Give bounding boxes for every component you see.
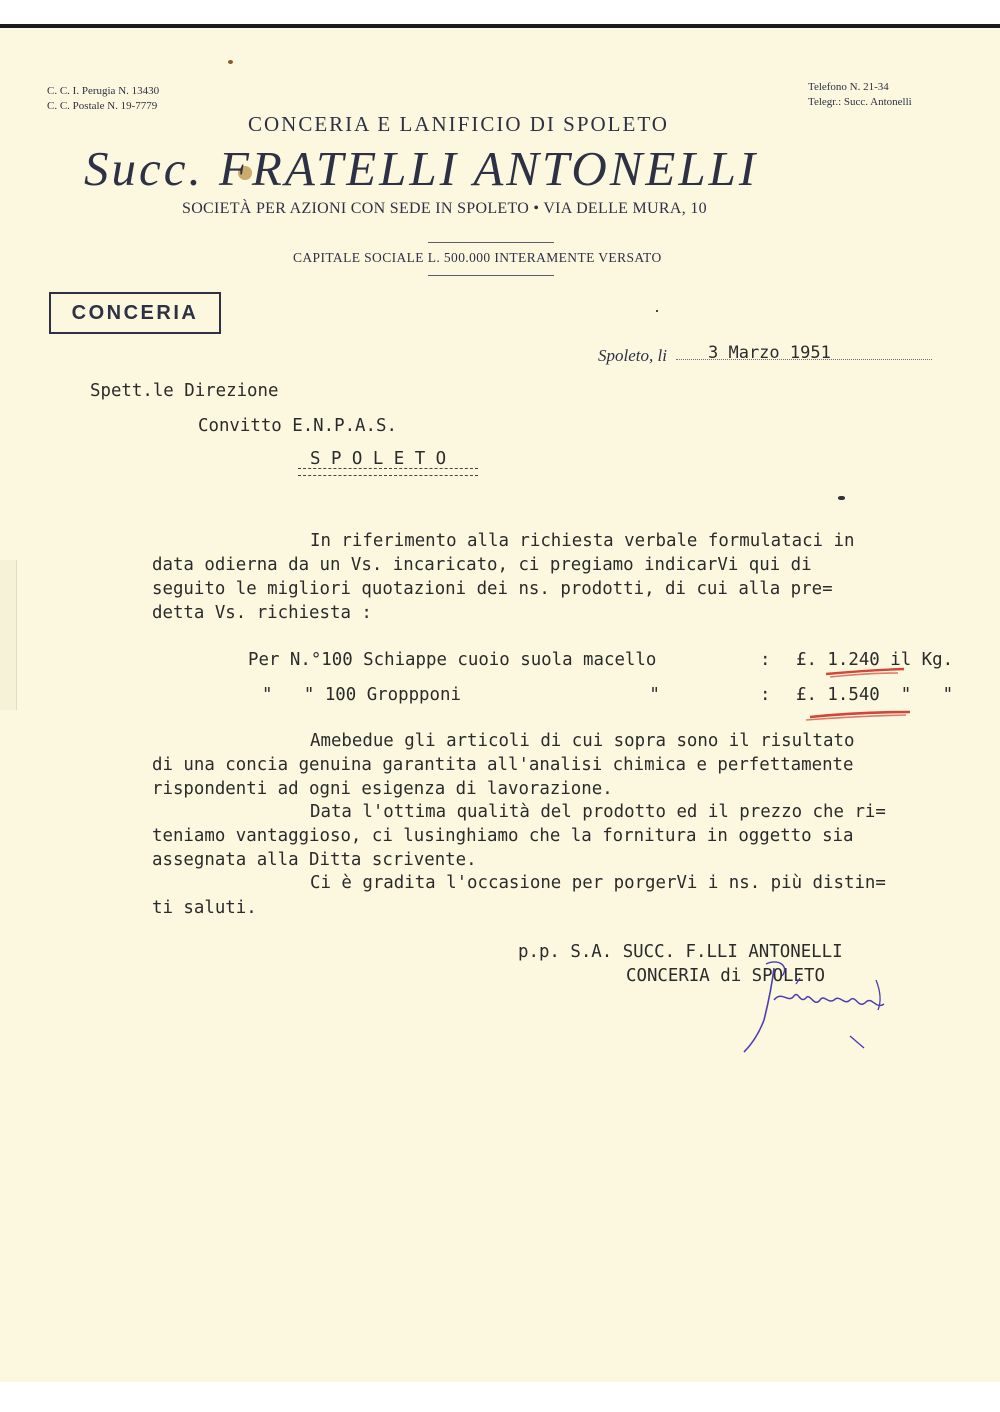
body-line: di una concia genuina garantita all'analisi chimica e perfettamente (152, 755, 854, 775)
share-capital: CAPITALE SOCIALE L. 500.000 INTERAMENTE VERSATO (293, 250, 662, 265)
telegraph-line: Telegr.: Succ. Antonelli (808, 96, 912, 108)
date-value: 3 Marzo 1951 (708, 343, 831, 363)
item-description: Per N.°100 Schiappe cuoio suola macello (248, 650, 657, 670)
company-address: SOCIETÀ PER AZIONI CON SEDE IN SPOLETO • VIA DELLE MURA, 10 (182, 200, 707, 217)
body-line: Amebedue gli articoli di cui sopra sono il risultato (310, 731, 855, 751)
closing-line: p.p. S.A. SUCC. F.LLI ANTONELLI (518, 942, 843, 962)
body-line: ti saluti. (152, 898, 257, 918)
company-line: CONCERIA E LANIFICIO DI SPOLETO (248, 112, 669, 136)
date-place: Spoleto, li (598, 346, 667, 365)
company-name: Succ. FRATELLI ANTONELLI (84, 141, 759, 196)
postal-reference-line: C. C. Postale N. 19-7779 (47, 100, 158, 112)
body-line: Ci è gradita l'occasione per porgerVi i ns. più distin= (310, 873, 886, 893)
item-separator: : (760, 685, 771, 705)
body-line: In riferimento alla richiesta verbale formulataci in (310, 531, 855, 551)
body-line: Data l'ottima qualità del prodotto ed il prezzo che ri= (310, 802, 886, 822)
body-line: data odierna da un Vs. incaricato, ci pregiamo indicarVi qui di (152, 555, 812, 575)
bank-reference-line: C. C. I. Perugia N. 13430 (47, 85, 160, 97)
item-separator: : (760, 650, 771, 670)
recipient-city: S P O L E T O (310, 449, 447, 469)
handwritten-signature (738, 960, 898, 1060)
body-line: rispondenti ad ogni esigenza di lavorazione. (152, 779, 613, 799)
department-box: CONCERIA (49, 292, 221, 334)
body-line: assegnata alla Ditta scrivente. (152, 850, 477, 870)
body-line: teniamo vantaggioso, ci lusinghiamo che la fornitura in oggetto sia (152, 826, 854, 846)
recipient-line: Convitto E.N.P.A.S. (198, 416, 397, 436)
item-description: " " 100 Groppponi " (262, 685, 660, 705)
telephone-line: Telefono N. 21-34 (808, 81, 889, 93)
item-price: £. 1.540 " " (796, 685, 954, 705)
closing-line: CONCERIA di SPOLETO (626, 966, 825, 986)
body-line: seguito le migliori quotazioni dei ns. prodotti, di cui alla pre= (152, 579, 833, 599)
item-price: £. 1.240 il Kg. (796, 650, 954, 670)
body-line: detta Vs. richiesta : (152, 603, 372, 623)
recipient-line: Spett.le Direzione (90, 381, 279, 401)
